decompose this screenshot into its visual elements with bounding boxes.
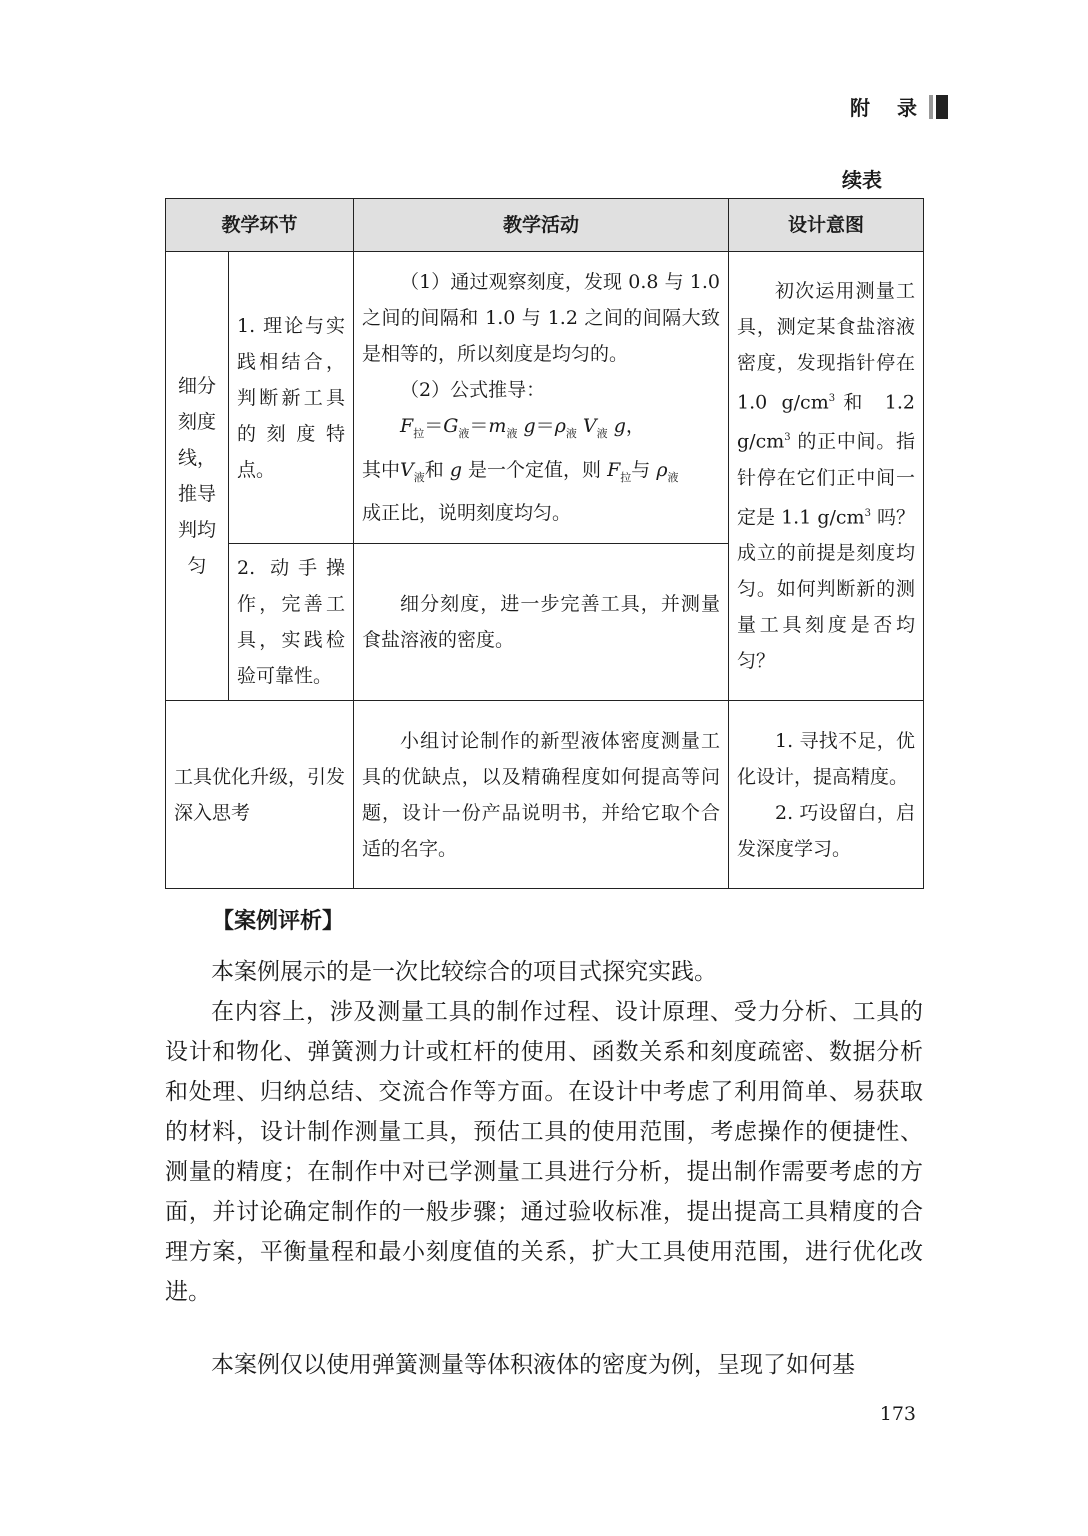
header-label: 附 录 [850, 96, 927, 120]
substage-cell: 2. 动手操作，完善工具，实践检验可靠性。 [229, 544, 354, 701]
page-number: 173 [879, 1403, 916, 1425]
activity-observation: （1）通过观察刻度，发现 0.8 与 1.0 之间的间隔和 1.0 与 1.2 之间的间隔大致是相等的，所以刻度是均匀的。 [362, 270, 721, 365]
formula-line: $F_拉=G_液=m_液$ $g=\rho_液$ $V_液$ g， [400, 414, 645, 440]
activity-cell: 小组讨论制作的新型液体密度测量工具的优缺点，以及精确程度如何提高等问题，设计一份产品说明书，并给它取个合适的名字。 [354, 701, 729, 889]
column-header-stage: 教学环节 [166, 199, 354, 252]
header-ornament-icon [929, 95, 948, 119]
stage-cell: 细分刻度线，推导判均匀 [166, 252, 229, 701]
column-header-activity: 教学活动 [354, 199, 729, 252]
stage-cell: 工具优化升级，引发深入思考 [166, 701, 354, 889]
table-header-row [166, 199, 924, 252]
activity-cell [354, 252, 729, 544]
intent-cell: 1. 寻找不足，优化设计，提高精度。 2. 巧设留白，启发深度学习。 [729, 701, 924, 889]
substage-cell: 1. 理论与实践相结合，判断新工具的刻度特点。 [229, 252, 354, 544]
formula-explanation: 其中$V_液$和 g 是一个定值，则 $F_拉$与 $\rho_液$ [362, 458, 679, 484]
table-row [166, 701, 924, 889]
body-paragraph: 本案例展示的是一次比较综合的项目式探究实践。 [211, 959, 717, 985]
activity-derivation-label: （2）公式推导： [400, 378, 546, 401]
section-title: 【案例评析】 [212, 909, 345, 934]
body-paragraph: 本案例仅以使用弹簧测量等体积液体的密度为例，呈现了如何基 [211, 1352, 855, 1378]
table-row [166, 252, 924, 544]
intent-cell: 初次运用测量工具，测定某食盐溶液密度，发现指针停在 1.0 $g/cm^3$和 1.2 $g/cm^3$ 的正中间。指针停在它们正中间一定是 1.1 $g/cm^3$ 吗？成立的前提是刻度均匀。如何判断新的测量工具刻度是否均匀？ [729, 252, 924, 701]
activity-cell: 细分刻度，进一步完善工具，并测量食盐溶液的密度。 [354, 544, 729, 701]
continued-label: 续表 [842, 168, 882, 192]
running-header [850, 92, 948, 121]
teaching-table [165, 198, 924, 889]
column-header-intent: 设计意图 [729, 199, 924, 252]
body-paragraph: 在内容上，涉及测量工具的制作过程、设计原理、受力分析、工具的设计和物化、弹簧测力计或杠杆的使用、函数关系和刻度疏密、数据分析和处理、归纳总结、交流合作等方面。在设计中考虑了利用简单、易获取的材料，设计制作测量工具，预估工具的使用范围，考虑操作的便捷性、测量的精度；在制作中对已学测量工具进行分析，提出制作需要考虑的方面，并讨论确定制作的一般步骤；通过验收标准，提出提高工具精度的合理方案，平衡量程和最小刻度值的关系，扩大工具使用范围，进行优化改进。 [165, 999, 923, 1305]
formula-conclusion: 成正比，说明刻度均匀。 [362, 502, 572, 525]
